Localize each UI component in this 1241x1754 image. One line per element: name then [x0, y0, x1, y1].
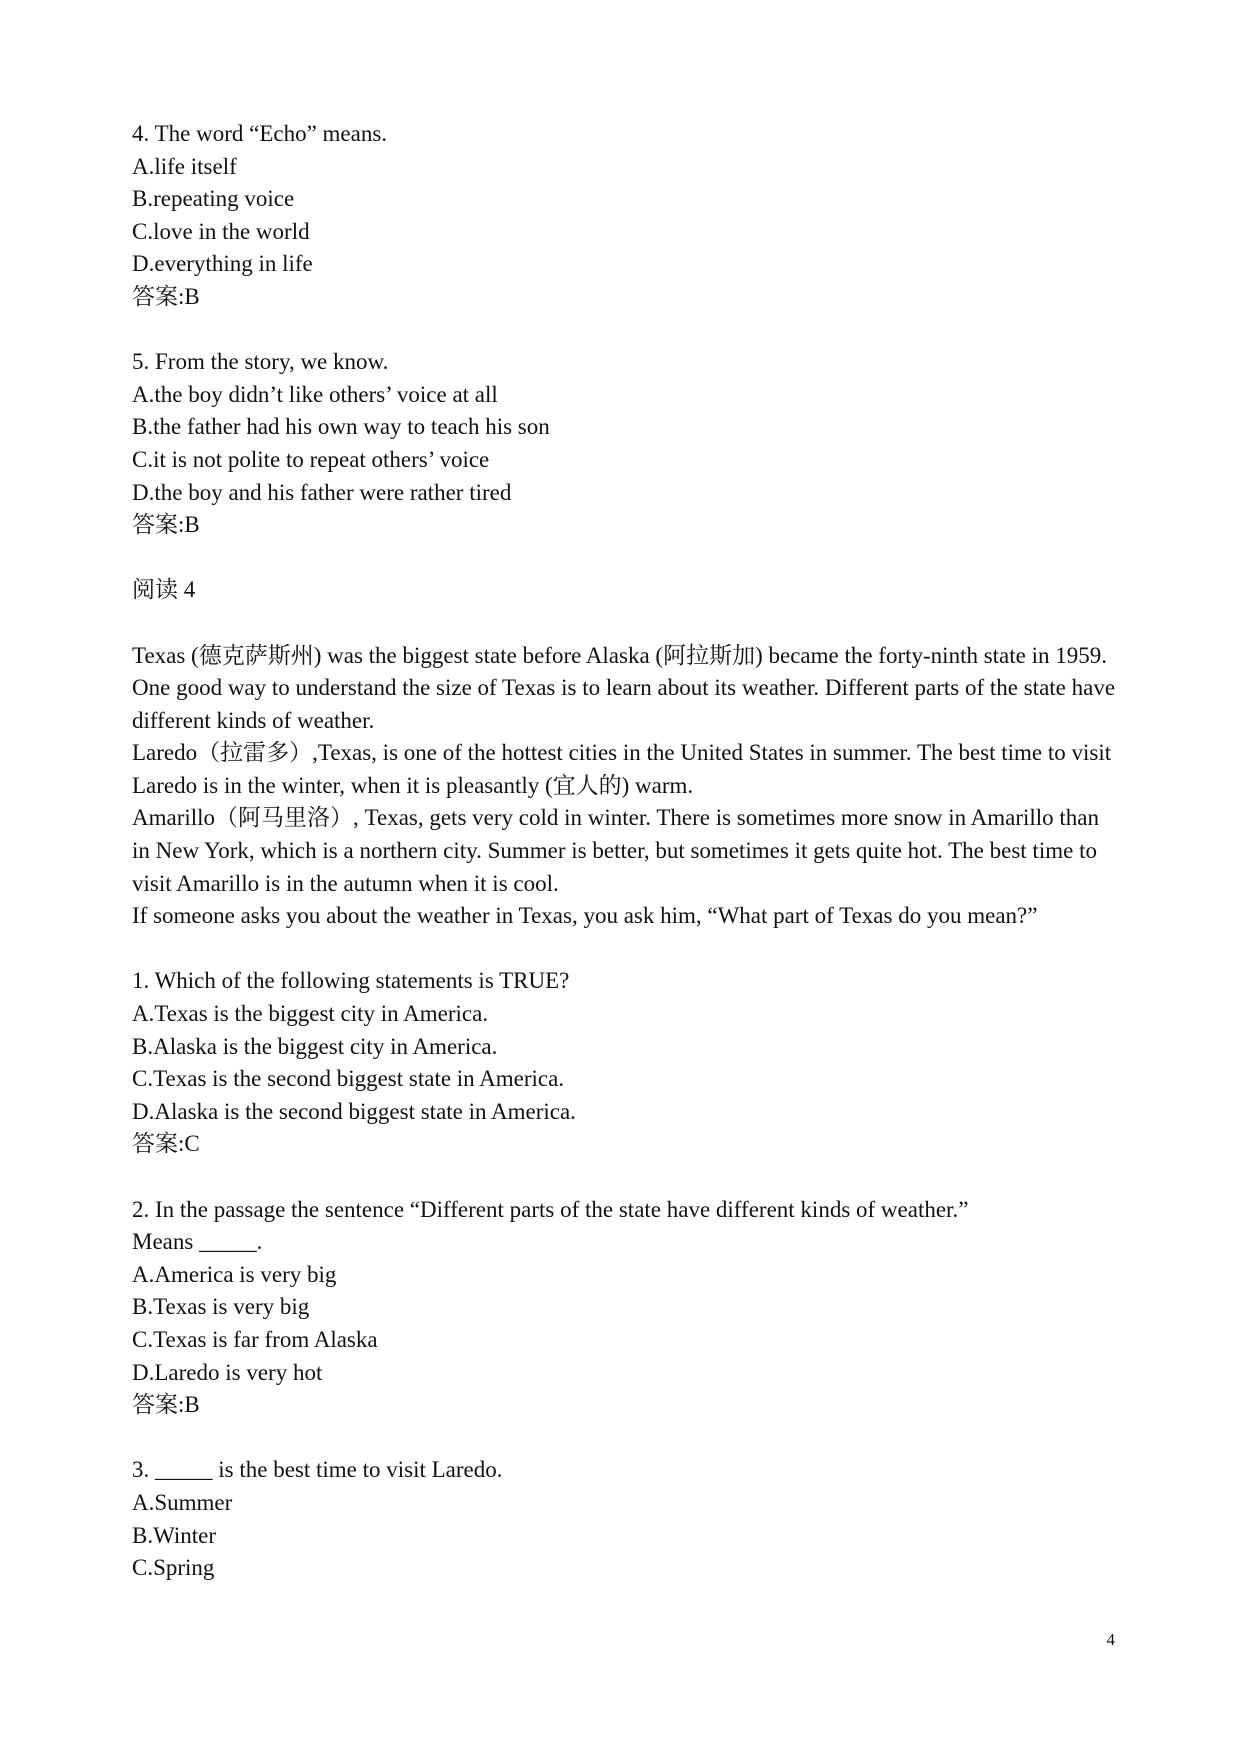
section-title: 阅读 4 — [132, 577, 196, 603]
document-page — [132, 118, 1122, 1585]
reading4-question-3 — [132, 1454, 1122, 1584]
option-c: C.Texas is the second biggest state in America. — [132, 1066, 565, 1092]
option-a: A.life itself — [132, 153, 237, 179]
question-stem: 2. In the passage the sentence “Different parts of the state have different kinds of weather.” — [132, 1196, 969, 1222]
answer: 答案:B — [132, 1392, 200, 1418]
answer: 答案:C — [132, 1131, 200, 1157]
option-a: A.Summer — [132, 1489, 233, 1515]
passage-paragraph: Texas (德克萨斯州) was the biggest state before Alaska (阿拉斯加) became the forty-ninth state in 1959. One good way to understand the size of Texas is to learn about its weather. Different parts of the state have different kinds of weather. — [132, 642, 1116, 733]
question-stem: 5. From the story, we know. — [132, 349, 389, 375]
option-d: D.Laredo is very hot — [132, 1359, 323, 1385]
question-stem: 1. Which of the following statements is TRUE? — [132, 968, 570, 994]
spacer — [132, 933, 1122, 966]
option-b: B.Texas is very big — [132, 1294, 310, 1320]
spacer — [132, 542, 1122, 575]
spacer — [132, 314, 1122, 347]
question-4 — [132, 118, 1122, 314]
spacer — [132, 1422, 1122, 1455]
option-a: A.America is very big — [132, 1261, 337, 1287]
option-b: B.Winter — [132, 1522, 217, 1548]
option-c: C.love in the world — [132, 218, 310, 244]
option-d: D.the boy and his father were rather tired — [132, 479, 512, 505]
passage-paragraph: Amarillo（阿马里洛）, Texas, gets very cold in winter. There is sometimes more snow in Amarillo than in New York, which is a northern city. Summer is better, but sometimes it gets quite hot. The best time to visit Amarillo is in the autumn when it is cool. — [132, 805, 1099, 896]
option-c: C.Texas is far from Alaska — [132, 1326, 378, 1352]
option-d: D.Alaska is the second biggest state in America. — [132, 1098, 576, 1124]
passage-paragraph: Laredo（拉雷多）,Texas, is one of the hottest cities in the United States in summer. The best time to visit Laredo is in the winter, when it is pleasantly (宜人的) warm. — [132, 740, 1112, 798]
option-b: B.Alaska is the biggest city in America. — [132, 1033, 498, 1059]
page-number: 4 — [1106, 1630, 1115, 1649]
option-b: B.repeating voice — [132, 186, 295, 212]
spacer — [132, 1161, 1122, 1194]
option-c: C.Spring — [132, 1555, 215, 1581]
reading4-question-1 — [132, 965, 1122, 1161]
passage-paragraph: If someone asks you about the weather in Texas, you ask him, “What part of Texas do you mean?” — [132, 903, 1038, 929]
reading4-question-2 — [132, 1194, 1122, 1422]
spacer — [132, 607, 1122, 640]
answer: 答案:B — [132, 283, 200, 309]
option-b: B.the father had his own way to teach his son — [132, 414, 550, 440]
answer: 答案:B — [132, 512, 200, 538]
question-5 — [132, 346, 1122, 542]
option-a: A.Texas is the biggest city in America. — [132, 1001, 489, 1027]
question-stem: 4. The word “Echo” means. — [132, 121, 388, 146]
question-stem: 3. _____ is the best time to visit Laredo. — [132, 1457, 503, 1483]
option-a: A.the boy didn’t like others’ voice at all — [132, 381, 498, 407]
reading-passage — [132, 640, 1122, 933]
option-c: C.it is not polite to repeat others’ voice — [132, 446, 490, 472]
option-d: D.everything in life — [132, 251, 313, 277]
question-stem-continued: Means _____. — [132, 1229, 263, 1255]
